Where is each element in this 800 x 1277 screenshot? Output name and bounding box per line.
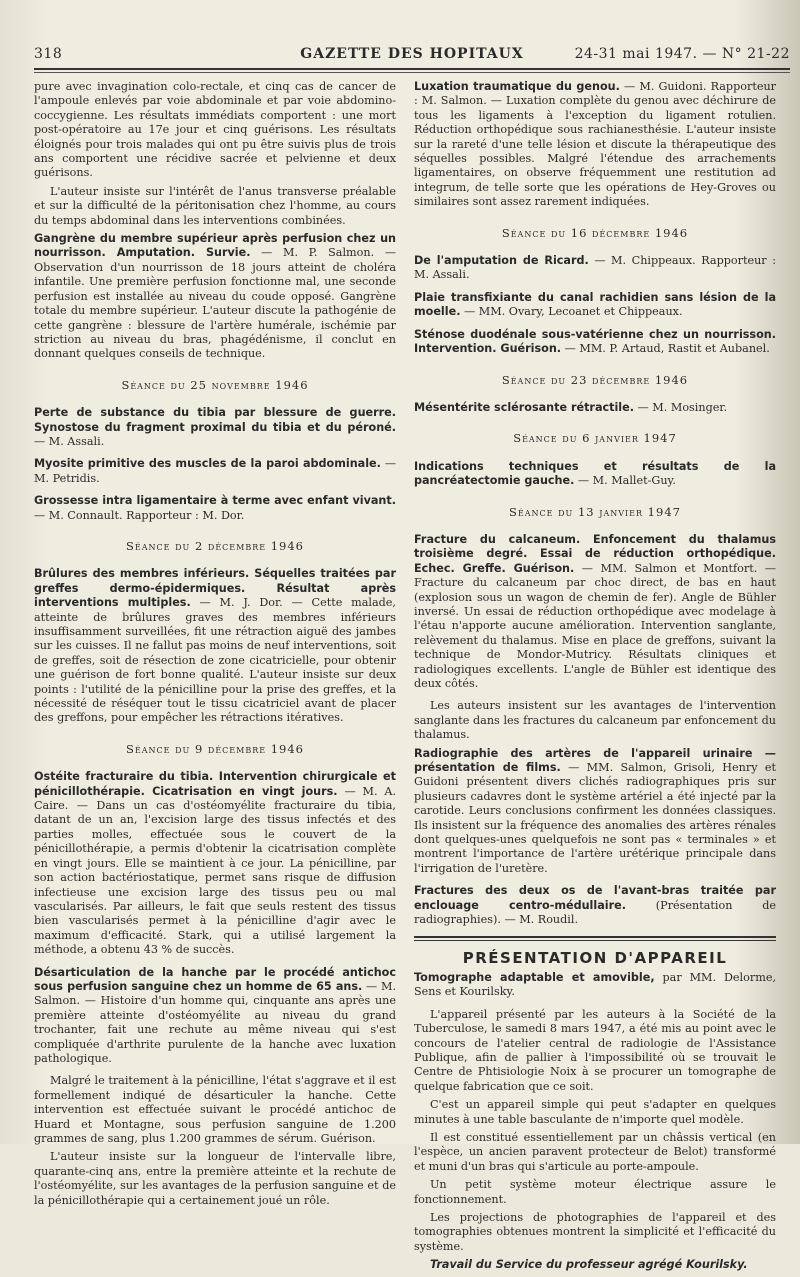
- article-text: — M. Salmon. — Histoire d'un homme qui, cinquante ans après une première atteinte d'ostéomyélite au niveau du grand trochanter, fait une rechute au même niveau qui s'est compliquée d'arthrite purulente de la hanche avec luxation pathologique.: [34, 979, 397, 1065]
- article-entry: [414, 747, 776, 877]
- paragraph: Malgré le traitement à la pénicilline, l'état s'aggrave et il est formellement indiqué de désarticuler la hanche. Cette intervention est effectuée suivant le procédé antichoc de Huard et Montagne, sous perfusion sanguine de 1.200 grammes de sang, plus 1.200 grammes de sérum. Guérison.: [34, 1074, 396, 1145]
- journal-title: GAZETTE DES HOPITAUX: [300, 46, 524, 62]
- article-title: Plaie transfixiante du canal rachidien sans lésion de la moelle.: [414, 290, 776, 319]
- article-entry: [414, 971, 776, 1000]
- section-rule: [414, 936, 776, 941]
- session-heading: Séance du 23 décembre 1946: [501, 372, 689, 387]
- article-title: Tomographe adaptable et amovible,: [414, 970, 655, 984]
- article-title: De l'amputation de Ricard.: [414, 254, 589, 268]
- article-title: Radiographie des artères de l'appareil urinaire — présentation de films.: [414, 746, 776, 775]
- article-title: Myosite primitive des muscles de la paroi abdominale.: [34, 457, 381, 471]
- issue-date: 24-31 mai 1947. — N° 21-22: [574, 46, 790, 62]
- article-entry: [34, 567, 396, 725]
- paragraph: Les auteurs insistent sur les avantages de l'intervention sanglante dans les fractures du calcaneum par enfoncement du thalamus.: [414, 699, 776, 742]
- article-title: Fracture du calcaneum. Enfoncement du thalamus troisième degré. Essai de réduction orthopédique. Echec. Greffe. Guérison.: [414, 532, 776, 575]
- article-entry: [414, 884, 776, 927]
- article-entry: [414, 401, 776, 415]
- article-title: Brûlures des membres inférieurs. Séquelles traitées par greffes dermo-épidermiques. Résultat après interventions multiples.: [34, 567, 396, 610]
- paragraph: L'auteur insiste sur l'intérêt de l'anus transverse préalable et sur la difficulté de la péritonisation chez l'homme, au cours du temps abdominal dans les interventions combinées.: [34, 184, 396, 227]
- article-authors: par MM. Delorme, Sens et Kourilsky.: [414, 970, 776, 999]
- article-title: Ostéite fracturaire du tibia. Intervention chirurgicale et pénicillothérapie. Cicatrisation en vingt jours.: [34, 770, 396, 798]
- credit-line: Travail du Service du professeur agrégé Kourilsky.: [430, 1258, 748, 1272]
- right-column: [414, 80, 776, 1277]
- article-entry: [414, 328, 776, 357]
- article-entry: [34, 232, 396, 362]
- header-rule: [34, 68, 790, 70]
- article-title: Mésentérite sclérosante rétractile.: [414, 400, 634, 414]
- article-entry: [34, 770, 396, 957]
- article-authors: — MM. P. Artaud, Rastit et Aubanel.: [564, 342, 770, 356]
- article-authors: — M. P. Salmon. —: [261, 246, 397, 260]
- article-authors: — MM. Ovary, Lecoanet et Chippeaux.: [464, 305, 683, 319]
- article-title: Grossesse intra ligamentaire à terme avec enfant vivant.: [34, 494, 396, 508]
- session-heading: Séance du 25 novembre 1946: [121, 377, 309, 392]
- article-text: — M. J. Dor. — Cette malade, atteinte de brûlures graves des membres inférieurs insuffisamment surveillées, fit une rétraction aiguë des jambes sur les cuisses. Il ne fallut pas moins de neuf interventions, soit de greffes, soit de résection de zone cicatricielle, pour obtenir une guérison de fort bonne qualité. L'auteur insiste sur deux points : l'utilité de la pénicilline pour la prise des greffes, et la nécessité de réséquer tout le tissu cicatriciel avant de placer des greffons, pour empêcher les rétractions itératives.: [34, 596, 396, 725]
- article-title: Gangrène du membre supérieur après perfusion chez un nourrisson. Amputation. Survie.: [34, 232, 396, 260]
- article-entry: [34, 457, 396, 486]
- article-entry: [34, 966, 396, 1067]
- page-number: 318: [34, 46, 63, 62]
- paragraph: pure avec invagination colo-rectale, et cinq cas de cancer de l'ampoule enlevés par voie abdominale et par voie abdomino-coccygienne. Les résultats immédiats comportent : une mort post-opératoire au 17e jour et cinq guérisons. Les résultats éloignés pour trois malades qui ont pu être suivis plus de trois ans comportent une récidive sacrée et pelvienne et deux guérisons.: [34, 80, 396, 180]
- article-text: — M. Guidoni. Rapporteur : M. Salmon. — Luxation complète du genou avec déchirure de tous les ligaments à l'exception du ligament rotulien. Réduction orthopédique sous rachianesthésie. L'auteur insiste sur la rareté d'une telle lésion et discute la thérapeutique des séquelles possibles. Malgré l'étendue des arrachements ligamentaires, on observe fréquemment une restitution ad integrum, de telle sorte que les opérations de Hey-Groves ou similaires sont assez rarement indiquées.: [414, 80, 776, 209]
- paragraph: Un petit système moteur électrique assure le fonctionnement.: [414, 1178, 776, 1206]
- article-entry: [34, 406, 396, 449]
- session-heading: Séance du 9 décembre 1946: [126, 741, 304, 756]
- article-authors: — M. Assali.: [34, 434, 105, 448]
- session-heading: Séance du 6 janvier 1947: [513, 431, 677, 446]
- paragraph: L'appareil présenté par les auteurs à la Société de la Tuberculose, le samedi 8 mars 1947, a été mis au point avec le concours de l'atelier central de radiologie de l'Assistance Publique, afin de pallier à l'impossibilité où se trouvait le Centre de Phtisiologie Noix à se procurer un tomographe de quelque fabrication que ce soit.: [414, 1007, 776, 1093]
- article-entry: [34, 494, 396, 523]
- article-authors: — M. Mallet-Guy.: [577, 474, 676, 488]
- article-title: Indications techniques et résultats de la pancréatectomie gauche.: [414, 459, 776, 488]
- article-entry: [414, 254, 776, 283]
- article-title: Sténose duodénale sous-vatérienne chez un nourrisson. Intervention. Guérison.: [414, 327, 776, 356]
- left-column: [34, 80, 396, 1212]
- page-header: [34, 46, 790, 68]
- session-heading: Séance du 16 décembre 1946: [501, 225, 689, 240]
- paragraph: C'est un appareil simple qui peut s'adapter en quelques minutes à une table basculante de n'importe quel modèle.: [414, 1098, 776, 1126]
- article-text: — M. A. Caire. — Dans un cas d'ostéomyélite fracturaire du tibia, datant de un an, l'excision large des tissus infectés et des parties molles, effectuée sous le couvert de la pénicillothérapie, a permis d'obtenir la cicatrisation complète en vingt jours. Elle se maintient à ce jour. La pénicilline, par son action bactériostatique, permet sans risque de diffusion infectieuse une excision large des tissus peu ou mal vascularisés. Par ailleurs, le fait que seuls restent des tissus bien vascularisés permet à la pénicilline d'agir avec le maximum d'efficacité. Stark, qui a utilisé largement la méthode, a obtenu 43 % de succès.: [34, 784, 397, 957]
- article-entry: [414, 291, 776, 320]
- session-heading: Séance du 2 décembre 1946: [126, 538, 304, 553]
- article-text: Observation d'un nourrisson de 18 jours atteint de choléra infantile. Une première perfusion fonctionne mal, une seconde perfusion est installée au niveau du coude opposé. Gangrène totale du membre supérieur. L'auteur discute la pathogénie de cette gangrène : blessure de l'artère humérale, ischémie par striction au niveau du bras, phagédénisme, il conclut en donnant quelques conseils de technique.: [34, 260, 396, 361]
- article-authors: — M. Connault. Rapporteur : M. Dor.: [34, 508, 245, 522]
- article-authors: — M. Mosinger.: [637, 400, 728, 414]
- session-heading: Séance du 13 janvier 1947: [509, 504, 681, 519]
- article-title: Perte de substance du tibia par blessure de guerre. Synostose du fragment proximal du tibia et du péroné.: [34, 406, 396, 434]
- article-authors: — M. Petridis.: [34, 457, 396, 485]
- article-entry: [414, 460, 776, 489]
- article-text: — MM. Salmon et Montfort. — Fracture du calcaneum par choc direct, de bas en haut (explosion sous un wagon de chemin de fer). Angle de Bühler inversé. Un essai de réduction orthopédique avec modelage à l'étau n'apporte aucune amélioration. Intervention sanglante, relèvement du thalamus. Mise en place de greffons, suivant la technique de Mondor-Mutricy. Résultats cliniques et radiologiques excellents. L'angle de Bühler est identique des deux côtés.: [414, 561, 776, 690]
- paragraph: L'auteur insiste sur la longueur de l'intervalle libre, quarante-cinq ans, entre la première atteinte et la rechute de l'ostéomyélite, sur les avantages de la perfusion sanguine et de la pénicillothérapie qui a certainement joué un rôle.: [34, 1150, 396, 1207]
- paragraph: Il est constitué essentiellement par un châssis vertical (en l'espèce, un ancien paravent protecteur de Belot) transformé et muni d'un bras qui s'articule au porte-ampoule.: [414, 1130, 776, 1173]
- section-heading: PRÉSENTATION D'APPAREIL: [462, 948, 728, 967]
- article-title: Luxation traumatique du genou.: [414, 80, 620, 93]
- article-text: (Présentation de radiographies). — M. Roudil.: [414, 898, 776, 927]
- header-rule-thin: [34, 72, 790, 73]
- article-entry: [414, 80, 776, 210]
- article-authors: — M. Chippeaux. Rapporteur : M. Assali.: [414, 254, 776, 282]
- article-title: Désarticulation de la hanche par le procédé antichoc sous perfusion sanguine chez un homme de 65 ans.: [34, 965, 396, 993]
- article-entry: [414, 533, 776, 691]
- paragraph: Les projections de photographies de l'appareil et des tomographies obtenues montrent la simplicité et l'efficacité du système.: [414, 1211, 776, 1253]
- article-text: — MM. Salmon, Grisoli, Henry et Guidoni présentent divers clichés radiographiques pris sur plusieurs cadavres dont le système artériel a été injecté par la carotide. Leurs conclusions confirment les données classiques. Ils insistent sur la fréquence des anomalies des artères rénales dont quelques-unes quelquefois ne sont pas « terminales » et montrent l'importance de l'artère urétérique principale dans l'irrigation de l'uretère.: [414, 761, 776, 875]
- article-title: Fractures des deux os de l'avant-bras traitée par enclouage centro-médullaire.: [414, 884, 776, 912]
